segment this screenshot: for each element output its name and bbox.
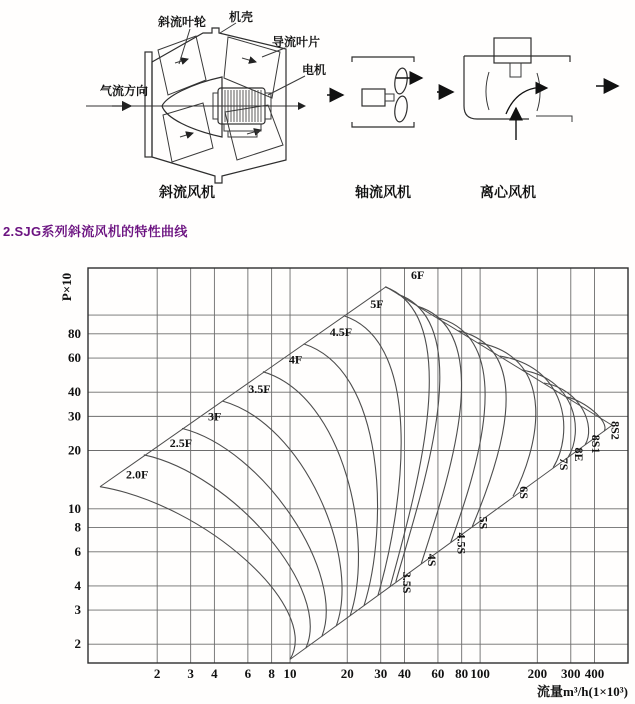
x-tick-label: 20 [340, 666, 354, 681]
blade-flow-arrow [175, 59, 188, 63]
curve-label-8S1: 8S1 [589, 434, 604, 454]
y-axis-title: P×10 [59, 272, 74, 302]
mixed-flow-caption: 斜流风机 [159, 184, 215, 200]
y-tick-label: 6 [74, 543, 81, 559]
x-tick-label: 30 [374, 666, 388, 681]
fan-inlet-flange [145, 52, 152, 157]
y-tick-label: 80 [68, 325, 81, 341]
scroll-wall-left [486, 72, 489, 110]
x-tick-label: 6 [244, 666, 252, 681]
curve-label-3F: 3F [208, 409, 222, 424]
curve-label-5S: 5S [476, 516, 491, 530]
curve-label-7S: 7S [557, 457, 572, 471]
axial-caption: 轴流风机 [355, 184, 411, 200]
y-tick-label: 8 [74, 519, 81, 535]
curve-label-8S2: 8S2 [608, 421, 623, 440]
x-tick-label: 400 [584, 666, 605, 681]
leader-guide-vanes [262, 48, 285, 57]
centrifugal-motor [494, 38, 531, 63]
scroll-wall-right [537, 73, 540, 111]
casing-top [464, 56, 570, 62]
curve-label-4.5F: 4.5F [329, 324, 353, 339]
airflow-label: 气流方向 [100, 84, 149, 98]
x-tick-label: 10 [283, 666, 297, 681]
curve-label-4F: 4F [288, 352, 303, 367]
blade-flow-arrow [180, 133, 193, 137]
x-tick-label: 100 [470, 666, 490, 681]
curve-label-2.5F: 2.5F [169, 435, 193, 450]
casing-left [464, 56, 529, 119]
casing-label: 机壳 [229, 10, 254, 24]
curve-label-4.5S: 4.5S [454, 532, 469, 555]
curve-label-6S: 6S [517, 486, 531, 499]
x-tick-label: 8 [268, 666, 275, 681]
centrifugal-shaft [510, 63, 521, 77]
propeller-blade-top [393, 67, 409, 94]
x-tick-label: 2 [153, 666, 161, 681]
mixed-flow-fan-diagram [86, 9, 326, 200]
axial-motor [362, 89, 385, 106]
x-tick-label: 80 [455, 666, 469, 681]
motor-label: 电机 [302, 63, 327, 77]
section-heading: 2.SJG系列斜流风机的特性曲线 [3, 224, 188, 239]
y-tick-label: 60 [68, 350, 81, 366]
x-tick-label: 60 [431, 666, 445, 681]
y-tick-label: 4 [74, 577, 81, 593]
characteristic-curves-chart [0, 245, 635, 704]
curve-label-4S: 4S [425, 553, 440, 567]
outlet-bottom [536, 116, 572, 122]
x-tick-label: 3 [187, 666, 194, 681]
centrifugal-caption: 离心风机 [480, 184, 536, 200]
curve-label-8E: 8E [572, 447, 586, 462]
y-tick-label: 10 [68, 500, 81, 516]
leader-casing [220, 23, 236, 33]
axial-shaft [385, 94, 394, 101]
curve-label-2.0F: 2.0F [126, 467, 149, 482]
impeller-label: 斜流叶轮 [158, 15, 207, 29]
duct-bottom [352, 122, 414, 127]
curve-label-5F: 5F [370, 296, 384, 311]
x-tick-label: 200 [527, 666, 548, 681]
y-tick-label: 40 [68, 384, 81, 400]
x-axis-title: 流量m³/h(1×10³) [536, 684, 628, 699]
scroll-flow-arrow [506, 88, 547, 114]
duct-top [352, 57, 414, 62]
guide-vanes-label: 导流叶片 [272, 35, 321, 49]
blade-flow-arrow [242, 58, 256, 62]
y-tick-label: 2 [74, 636, 81, 652]
curve-label-3.5F: 3.5F [248, 382, 271, 396]
x-tick-label: 40 [397, 666, 411, 681]
fan-diagrams [0, 0, 635, 210]
axial-fan-diagram [352, 57, 422, 200]
y-tick-label: 3 [74, 602, 81, 618]
curve-label-3.5S: 3.5S [399, 571, 414, 594]
curve-label-6F: 6F [411, 267, 425, 282]
centrifugal-fan-diagram [464, 38, 572, 200]
propeller-blade-bottom [393, 95, 409, 122]
x-tick-label: 300 [561, 666, 581, 681]
leader-impeller [179, 29, 190, 64]
y-tick-label: 20 [68, 442, 81, 458]
plot-area [88, 268, 628, 663]
x-tick-label: 4 [211, 666, 218, 681]
y-tick-label: 30 [68, 408, 81, 424]
